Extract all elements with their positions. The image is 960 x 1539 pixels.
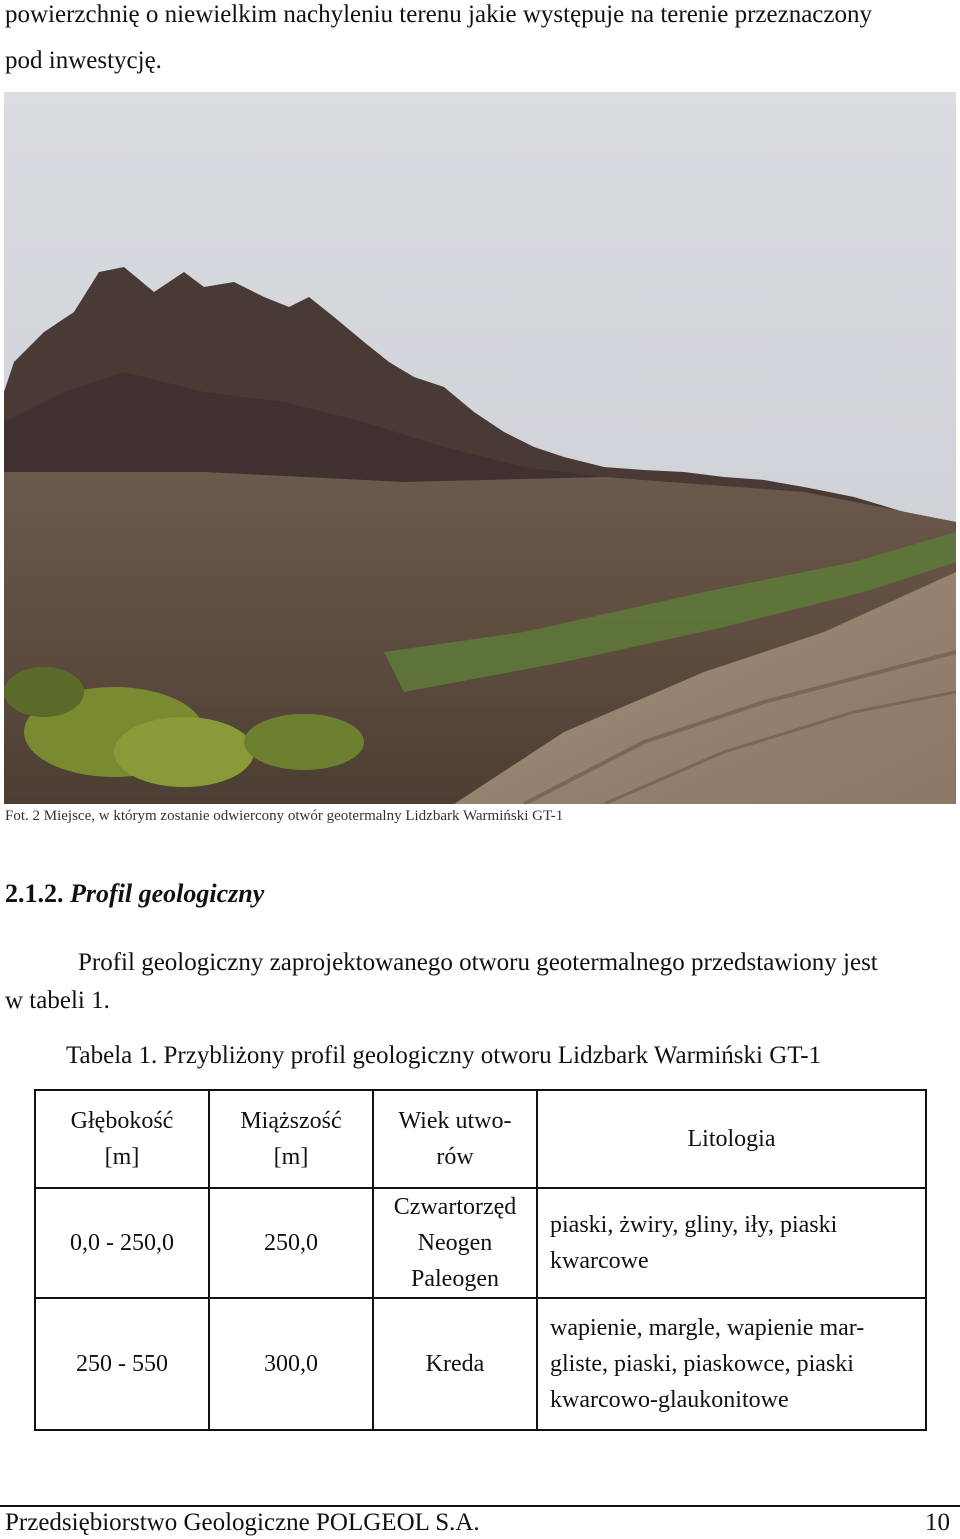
- header-depth: Głębokość [m]: [35, 1090, 209, 1188]
- paragraph-line-1: Profil geologiczny zaprojektowanego otworu geotermalnego przedstawiony jest: [78, 949, 878, 976]
- section-paragraph: [5, 944, 955, 1020]
- header-lithology: Litologia: [537, 1090, 926, 1188]
- cell-lithology: wapienie, margle, wapienie mar- gliste, piaski, piaskowce, piaski kwarcowo-glaukonitowe: [537, 1298, 926, 1430]
- paragraph-line-2: w tabeli 1.: [5, 987, 110, 1014]
- footer-company: Przedsiębiorstwo Geologiczne POLGEOL S.A.: [5, 1509, 480, 1536]
- cell-thickness: 300,0: [209, 1298, 373, 1430]
- photo-caption: Fot. 2 Miejsce, w którym zostanie odwiercony otwór geotermalny Lidzbark Warmiński GT-1: [5, 808, 564, 824]
- cell-age: Kreda: [373, 1298, 537, 1430]
- table-header-row: [35, 1090, 926, 1188]
- cell-thickness: 250,0: [209, 1188, 373, 1298]
- cell-age: Czwartorzęd Neogen Paleogen: [373, 1188, 537, 1298]
- site-photo: [4, 92, 956, 804]
- cell-depth: 250 - 550: [35, 1298, 209, 1430]
- cell-depth: 0,0 - 250,0: [35, 1188, 209, 1298]
- cell-lithology: piaski, żwiry, gliny, iły, piaski kwarcowe: [537, 1188, 926, 1298]
- intro-paragraph: [5, 0, 955, 84]
- header-age: Wiek utwo- rów: [373, 1090, 537, 1188]
- geology-table: [34, 1089, 927, 1431]
- table-row: [35, 1298, 926, 1430]
- intro-line-1: powierzchnię o niewielkim nachyleniu terenu jakie występuje na terenie przeznaczony: [5, 1, 872, 28]
- section-number: 2.1.2.: [5, 879, 64, 908]
- header-thickness: Miąższość [m]: [209, 1090, 373, 1188]
- table-row: [35, 1188, 926, 1298]
- section-title: Profil geologiczny: [70, 879, 265, 908]
- intro-line-2: pod inwestycję.: [5, 47, 162, 74]
- page-number: 10: [925, 1509, 950, 1536]
- table-caption: Tabela 1. Przybliżony profil geologiczny otworu Lidzbark Warmiński GT-1: [66, 1042, 822, 1069]
- section-heading: [5, 876, 264, 912]
